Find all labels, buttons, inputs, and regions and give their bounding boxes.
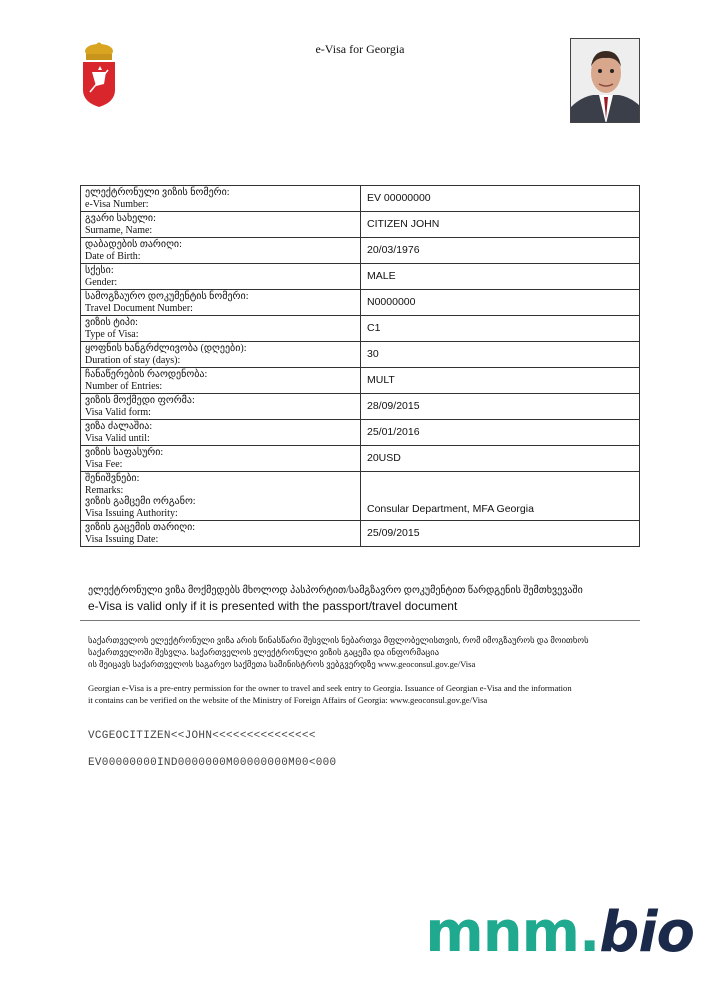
label-ka: ვიზის საფასური: bbox=[85, 447, 164, 458]
table-row bbox=[81, 446, 640, 472]
label-en: Duration of stay (days): bbox=[85, 354, 181, 366]
visa-details-table bbox=[80, 185, 640, 547]
text-line: ის შეიცავს საქართველოს საგარეო საქმეთა სამინისტროს ვებგვერდზე www.geoconsul.gov.ge/Visa bbox=[88, 659, 476, 669]
document-title: e-Visa for Georgia bbox=[315, 42, 405, 56]
logo-part: mnm. bbox=[425, 900, 600, 965]
label-ka: ვიზის გამცემი ორგანო: bbox=[85, 496, 196, 507]
text-line: საქართველოში შესვლა. საქართველოს ელექტრონული ვიზის გაცემა და ინფორმაცია bbox=[88, 647, 440, 657]
table-row bbox=[81, 368, 640, 394]
value: Consular Department, MFA Georgia bbox=[361, 472, 640, 521]
label-ka: შენიშვნები: bbox=[85, 473, 140, 484]
value: 25/09/2015 bbox=[361, 521, 640, 547]
notice-ka: ელექტრონული ვიზა მოქმედებს მხოლოდ პასპორტით/სამგზავრო დოკუმენტით წარდგენის შემთხვევაში bbox=[88, 585, 583, 596]
table-row bbox=[81, 290, 640, 316]
mrz-line-1: VCGEOCITIZEN<<JOHN<<<<<<<<<<<<<<< bbox=[88, 730, 316, 742]
label-en: Remarks: bbox=[85, 484, 124, 496]
label-ka: ვიზის გაცემის თარიღი: bbox=[85, 522, 196, 533]
label-en: Number of Entries: bbox=[85, 380, 163, 392]
info-paragraph-ka bbox=[88, 634, 638, 670]
value: MULT bbox=[361, 368, 640, 394]
label-ka: ვიზის ტიპი: bbox=[85, 317, 138, 328]
table-row bbox=[81, 264, 640, 290]
label-ka: ელექტრონული ვიზის ნომერი: bbox=[85, 187, 230, 198]
label-en: Visa Issuing Authority: bbox=[85, 507, 178, 519]
holder-photo bbox=[570, 38, 640, 123]
logo-part: bio bbox=[599, 900, 694, 965]
value: 20/03/1976 bbox=[361, 238, 640, 264]
label-en: Surname, Name: bbox=[85, 224, 153, 236]
table-row bbox=[81, 238, 640, 264]
table-row bbox=[81, 420, 640, 446]
table-row bbox=[81, 316, 640, 342]
text-line: it contains can be verified on the website of the Ministry of Foreign Affairs of Georgia: www.geoconsul.gov.ge/Visa bbox=[88, 695, 488, 705]
mnm-bio-watermark-logo bbox=[425, 900, 694, 965]
value: 28/09/2015 bbox=[361, 394, 640, 420]
table-row bbox=[81, 472, 640, 521]
label-ka: ჩანაწერების რაოდენობა: bbox=[85, 369, 208, 380]
notice-en: e-Visa is valid only if it is presented with the passport/travel document bbox=[88, 599, 458, 613]
text-line: საქართველოს ელექტრონული ვიზა არის წინასწარი შესვლის ნებართვა მფლობელისთვის, რომ იმოგზაუროს და მოითხოს bbox=[88, 635, 589, 645]
mrz-line-2: EV00000000IND0000000M00000000M00<000 bbox=[88, 757, 337, 769]
value: 30 bbox=[361, 342, 640, 368]
value: C1 bbox=[361, 316, 640, 342]
table-row bbox=[81, 394, 640, 420]
label-ka: ყოფნის ხანგრძლივობა (დღეები): bbox=[85, 343, 247, 354]
label-ka: სამოგზაურო დოკუმენტის ნომერი: bbox=[85, 291, 249, 302]
table-row bbox=[81, 212, 640, 238]
label-en: Date of Birth: bbox=[85, 250, 141, 262]
value: N0000000 bbox=[361, 290, 640, 316]
label-en: Visa Valid form: bbox=[85, 406, 151, 418]
label-en: e-Visa Number: bbox=[85, 198, 149, 210]
label-en: Type of Visa: bbox=[85, 328, 139, 340]
label-ka: სქესი: bbox=[85, 265, 114, 276]
label-en: Travel Document Number: bbox=[85, 302, 193, 314]
value: CITIZEN JOHN bbox=[361, 212, 640, 238]
divider bbox=[80, 620, 640, 621]
value: 20USD bbox=[361, 446, 640, 472]
label-en: Visa Valid until: bbox=[85, 432, 150, 444]
table-row bbox=[81, 521, 640, 547]
label-ka: დაბადების თარიღი: bbox=[85, 239, 182, 250]
label-en: Gender: bbox=[85, 276, 118, 288]
text-line: Georgian e-Visa is a pre-entry permission for the owner to travel and seek entry to Georgia. Issuance of Georgian e-Visa and the information bbox=[88, 683, 572, 693]
info-paragraph-en bbox=[88, 682, 638, 706]
label-ka: ვიზის მოქმედი ფორმა: bbox=[85, 395, 195, 406]
label-en: Visa Issuing Date: bbox=[85, 533, 159, 545]
label-ka: ვიზა ძალაშია: bbox=[85, 421, 153, 432]
value: MALE bbox=[361, 264, 640, 290]
label-ka: გვარი სახელი: bbox=[85, 213, 156, 224]
value: EV 00000000 bbox=[361, 186, 640, 212]
table-row bbox=[81, 186, 640, 212]
value: 25/01/2016 bbox=[361, 420, 640, 446]
label-en: Visa Fee: bbox=[85, 458, 123, 470]
validity-notice bbox=[88, 585, 583, 613]
table-row bbox=[81, 342, 640, 368]
